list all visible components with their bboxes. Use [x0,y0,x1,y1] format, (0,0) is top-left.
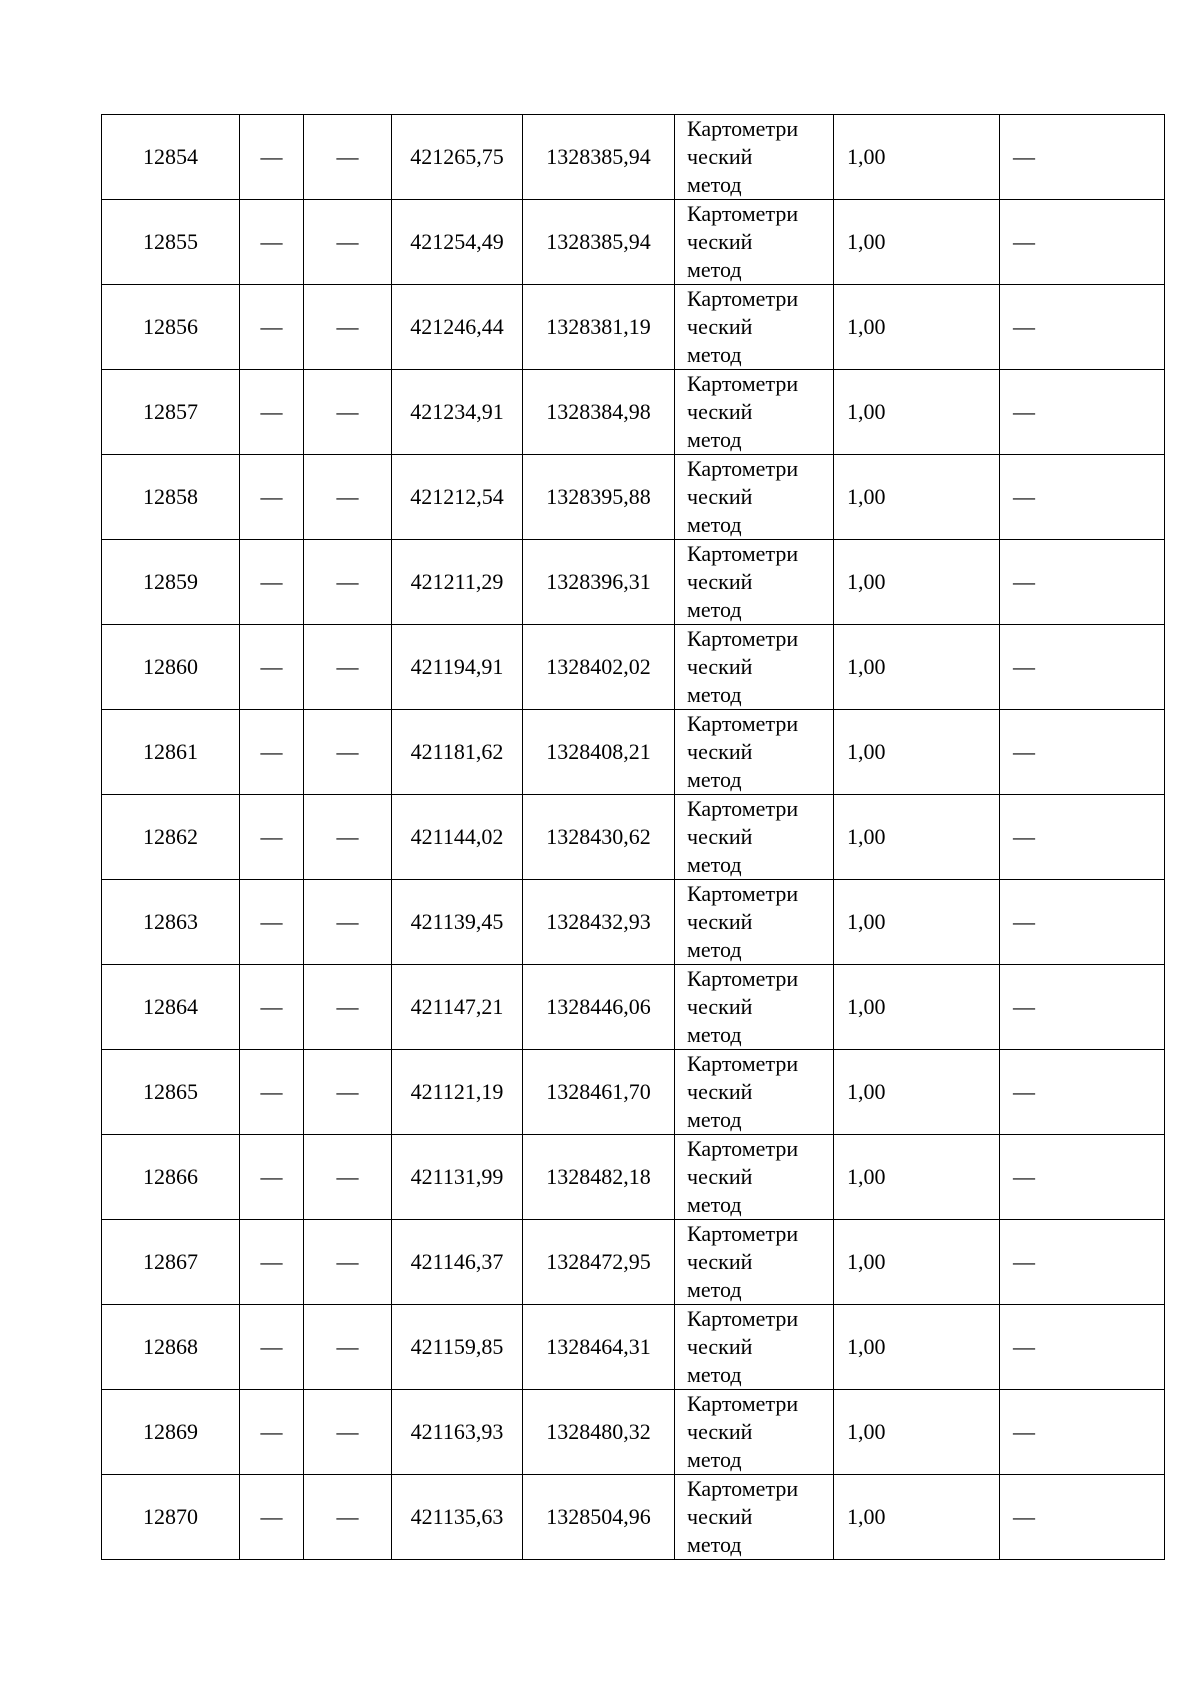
method-text-line: ческий [687,144,753,169]
empty-dash-cell: — [240,285,304,370]
y-coordinate-cell: 1328396,31 [523,540,675,625]
empty-dash-cell: — [240,370,304,455]
table-row [102,1305,1165,1390]
empty-dash-cell: — [304,540,392,625]
point-number-cell: 12869 [102,1390,240,1475]
method-text-line: ческий [687,824,753,849]
accuracy-cell: 1,00 [834,625,1000,710]
method-text-line: метод [687,1447,742,1472]
point-number-cell: 12866 [102,1135,240,1220]
description-dash-cell: — [1000,710,1165,795]
method-text-line: метод [687,1107,742,1132]
method-text-line: Картометри [687,881,799,906]
description-dash-cell: — [1000,1220,1165,1305]
empty-dash-cell: — [304,370,392,455]
empty-dash-cell: — [304,115,392,200]
empty-dash-cell: — [240,965,304,1050]
method-text-line: метод [687,1532,742,1557]
table-row [102,1220,1165,1305]
accuracy-cell: 1,00 [834,455,1000,540]
x-coordinate-cell: 421139,45 [392,880,523,965]
empty-dash-cell: — [304,1475,392,1560]
point-number-cell: 12863 [102,880,240,965]
table-row [102,1050,1165,1135]
method-text-line: Картометри [687,541,799,566]
method-cell [675,880,834,965]
table-row [102,1135,1165,1220]
y-coordinate-cell: 1328482,18 [523,1135,675,1220]
point-number-cell: 12858 [102,455,240,540]
table-row [102,795,1165,880]
y-coordinate-cell: 1328381,19 [523,285,675,370]
method-text-line: ческий [687,229,753,254]
method-text-line: ческий [687,1164,753,1189]
accuracy-cell: 1,00 [834,1135,1000,1220]
empty-dash-cell: — [240,455,304,540]
accuracy-cell: 1,00 [834,370,1000,455]
point-number-cell: 12865 [102,1050,240,1135]
empty-dash-cell: — [304,965,392,1050]
x-coordinate-cell: 421194,91 [392,625,523,710]
method-text-line: Картометри [687,1391,799,1416]
table-row [102,710,1165,795]
description-dash-cell: — [1000,795,1165,880]
description-dash-cell: — [1000,1305,1165,1390]
method-text-line: Картометри [687,966,799,991]
table-row [102,965,1165,1050]
table-row [102,200,1165,285]
description-dash-cell: — [1000,370,1165,455]
y-coordinate-cell: 1328472,95 [523,1220,675,1305]
accuracy-cell: 1,00 [834,115,1000,200]
method-cell [675,370,834,455]
accuracy-cell: 1,00 [834,1390,1000,1475]
description-dash-cell: — [1000,200,1165,285]
method-text-line: Картометри [687,456,799,481]
point-number-cell: 12857 [102,370,240,455]
x-coordinate-cell: 421163,93 [392,1390,523,1475]
method-cell [675,115,834,200]
empty-dash-cell: — [304,710,392,795]
empty-dash-cell: — [240,880,304,965]
point-number-cell: 12862 [102,795,240,880]
empty-dash-cell: — [304,1390,392,1475]
y-coordinate-cell: 1328504,96 [523,1475,675,1560]
point-number-cell: 12856 [102,285,240,370]
method-text-line: метод [687,597,742,622]
method-text-line: метод [687,1362,742,1387]
empty-dash-cell: — [304,795,392,880]
y-coordinate-cell: 1328432,93 [523,880,675,965]
y-coordinate-cell: 1328461,70 [523,1050,675,1135]
point-number-cell: 12868 [102,1305,240,1390]
accuracy-cell: 1,00 [834,1220,1000,1305]
x-coordinate-cell: 421212,54 [392,455,523,540]
empty-dash-cell: — [304,1050,392,1135]
accuracy-cell: 1,00 [834,965,1000,1050]
description-dash-cell: — [1000,285,1165,370]
method-cell [675,625,834,710]
method-text-line: Картометри [687,116,799,141]
y-coordinate-cell: 1328480,32 [523,1390,675,1475]
empty-dash-cell: — [304,1305,392,1390]
description-dash-cell: — [1000,1135,1165,1220]
accuracy-cell: 1,00 [834,540,1000,625]
method-text-line: ческий [687,569,753,594]
x-coordinate-cell: 421135,63 [392,1475,523,1560]
method-text-line: метод [687,1192,742,1217]
x-coordinate-cell: 421121,19 [392,1050,523,1135]
y-coordinate-cell: 1328430,62 [523,795,675,880]
method-text-line: ческий [687,739,753,764]
method-cell [675,710,834,795]
empty-dash-cell: — [240,540,304,625]
description-dash-cell: — [1000,540,1165,625]
description-dash-cell: — [1000,1050,1165,1135]
empty-dash-cell: — [304,285,392,370]
empty-dash-cell: — [240,1050,304,1135]
empty-dash-cell: — [240,115,304,200]
method-cell [675,965,834,1050]
method-text-line: Картометри [687,201,799,226]
method-text-line: ческий [687,314,753,339]
empty-dash-cell: — [240,710,304,795]
y-coordinate-cell: 1328402,02 [523,625,675,710]
y-coordinate-cell: 1328395,88 [523,455,675,540]
method-text-line: Картометри [687,1221,799,1246]
method-cell [675,1305,834,1390]
method-cell [675,1050,834,1135]
method-cell [675,200,834,285]
table-row [102,880,1165,965]
table-row [102,1475,1165,1560]
table-row [102,370,1165,455]
y-coordinate-cell: 1328384,98 [523,370,675,455]
method-text-line: ческий [687,1079,753,1104]
y-coordinate-cell: 1328385,94 [523,115,675,200]
method-text-line: метод [687,1022,742,1047]
x-coordinate-cell: 421211,29 [392,540,523,625]
method-text-line: Картометри [687,1476,799,1501]
method-text-line: метод [687,342,742,367]
accuracy-cell: 1,00 [834,1475,1000,1560]
point-number-cell: 12860 [102,625,240,710]
y-coordinate-cell: 1328408,21 [523,710,675,795]
method-cell [675,1390,834,1475]
accuracy-cell: 1,00 [834,795,1000,880]
x-coordinate-cell: 421234,91 [392,370,523,455]
method-cell [675,1475,834,1560]
method-text-line: метод [687,427,742,452]
empty-dash-cell: — [240,200,304,285]
method-text-line: метод [687,172,742,197]
x-coordinate-cell: 421131,99 [392,1135,523,1220]
description-dash-cell: — [1000,880,1165,965]
y-coordinate-cell: 1328446,06 [523,965,675,1050]
method-cell [675,540,834,625]
method-text-line: метод [687,682,742,707]
table-row [102,1390,1165,1475]
method-text-line: Картометри [687,626,799,651]
method-text-line: ческий [687,484,753,509]
method-cell [675,1135,834,1220]
x-coordinate-cell: 421265,75 [392,115,523,200]
empty-dash-cell: — [304,625,392,710]
description-dash-cell: — [1000,625,1165,710]
method-text-line: ческий [687,1419,753,1444]
method-text-line: Картометри [687,711,799,736]
method-text-line: Картометри [687,796,799,821]
method-text-line: метод [687,767,742,792]
empty-dash-cell: — [304,1135,392,1220]
empty-dash-cell: — [240,1220,304,1305]
empty-dash-cell: — [304,200,392,285]
method-text-line: метод [687,257,742,282]
point-number-cell: 12867 [102,1220,240,1305]
x-coordinate-cell: 421147,21 [392,965,523,1050]
method-text-line: Картометри [687,371,799,396]
x-coordinate-cell: 421159,85 [392,1305,523,1390]
method-text-line: ческий [687,909,753,934]
description-dash-cell: — [1000,1475,1165,1560]
method-text-line: ческий [687,654,753,679]
method-text-line: ческий [687,1504,753,1529]
table-row [102,285,1165,370]
table-row [102,625,1165,710]
description-dash-cell: — [1000,965,1165,1050]
empty-dash-cell: — [304,880,392,965]
accuracy-cell: 1,00 [834,200,1000,285]
method-text-line: ческий [687,1249,753,1274]
accuracy-cell: 1,00 [834,710,1000,795]
table-row [102,455,1165,540]
description-dash-cell: — [1000,1390,1165,1475]
method-text-line: Картометри [687,1136,799,1161]
method-text-line: ческий [687,1334,753,1359]
method-text-line: Картометри [687,1306,799,1331]
method-text-line: метод [687,1277,742,1302]
accuracy-cell: 1,00 [834,1050,1000,1135]
point-number-cell: 12870 [102,1475,240,1560]
y-coordinate-cell: 1328464,31 [523,1305,675,1390]
empty-dash-cell: — [240,1305,304,1390]
y-coordinate-cell: 1328385,94 [523,200,675,285]
table-row [102,115,1165,200]
point-number-cell: 12854 [102,115,240,200]
point-number-cell: 12859 [102,540,240,625]
method-text-line: метод [687,937,742,962]
empty-dash-cell: — [240,1135,304,1220]
empty-dash-cell: — [240,625,304,710]
method-cell [675,795,834,880]
method-cell [675,285,834,370]
empty-dash-cell: — [240,1475,304,1560]
method-text-line: Картометри [687,286,799,311]
x-coordinate-cell: 421146,37 [392,1220,523,1305]
accuracy-cell: 1,00 [834,1305,1000,1390]
method-text-line: ческий [687,994,753,1019]
empty-dash-cell: — [304,1220,392,1305]
coordinates-table-body [102,115,1165,1560]
empty-dash-cell: — [304,455,392,540]
point-number-cell: 12855 [102,200,240,285]
point-number-cell: 12864 [102,965,240,1050]
x-coordinate-cell: 421254,49 [392,200,523,285]
method-cell [675,455,834,540]
description-dash-cell: — [1000,115,1165,200]
x-coordinate-cell: 421144,02 [392,795,523,880]
method-text-line: метод [687,512,742,537]
x-coordinate-cell: 421181,62 [392,710,523,795]
method-text-line: метод [687,852,742,877]
empty-dash-cell: — [240,795,304,880]
point-number-cell: 12861 [102,710,240,795]
coordinates-table [101,114,1165,1560]
method-text-line: ческий [687,399,753,424]
accuracy-cell: 1,00 [834,880,1000,965]
accuracy-cell: 1,00 [834,285,1000,370]
x-coordinate-cell: 421246,44 [392,285,523,370]
empty-dash-cell: — [240,1390,304,1475]
method-text-line: Картометри [687,1051,799,1076]
method-cell [675,1220,834,1305]
table-row [102,540,1165,625]
description-dash-cell: — [1000,455,1165,540]
